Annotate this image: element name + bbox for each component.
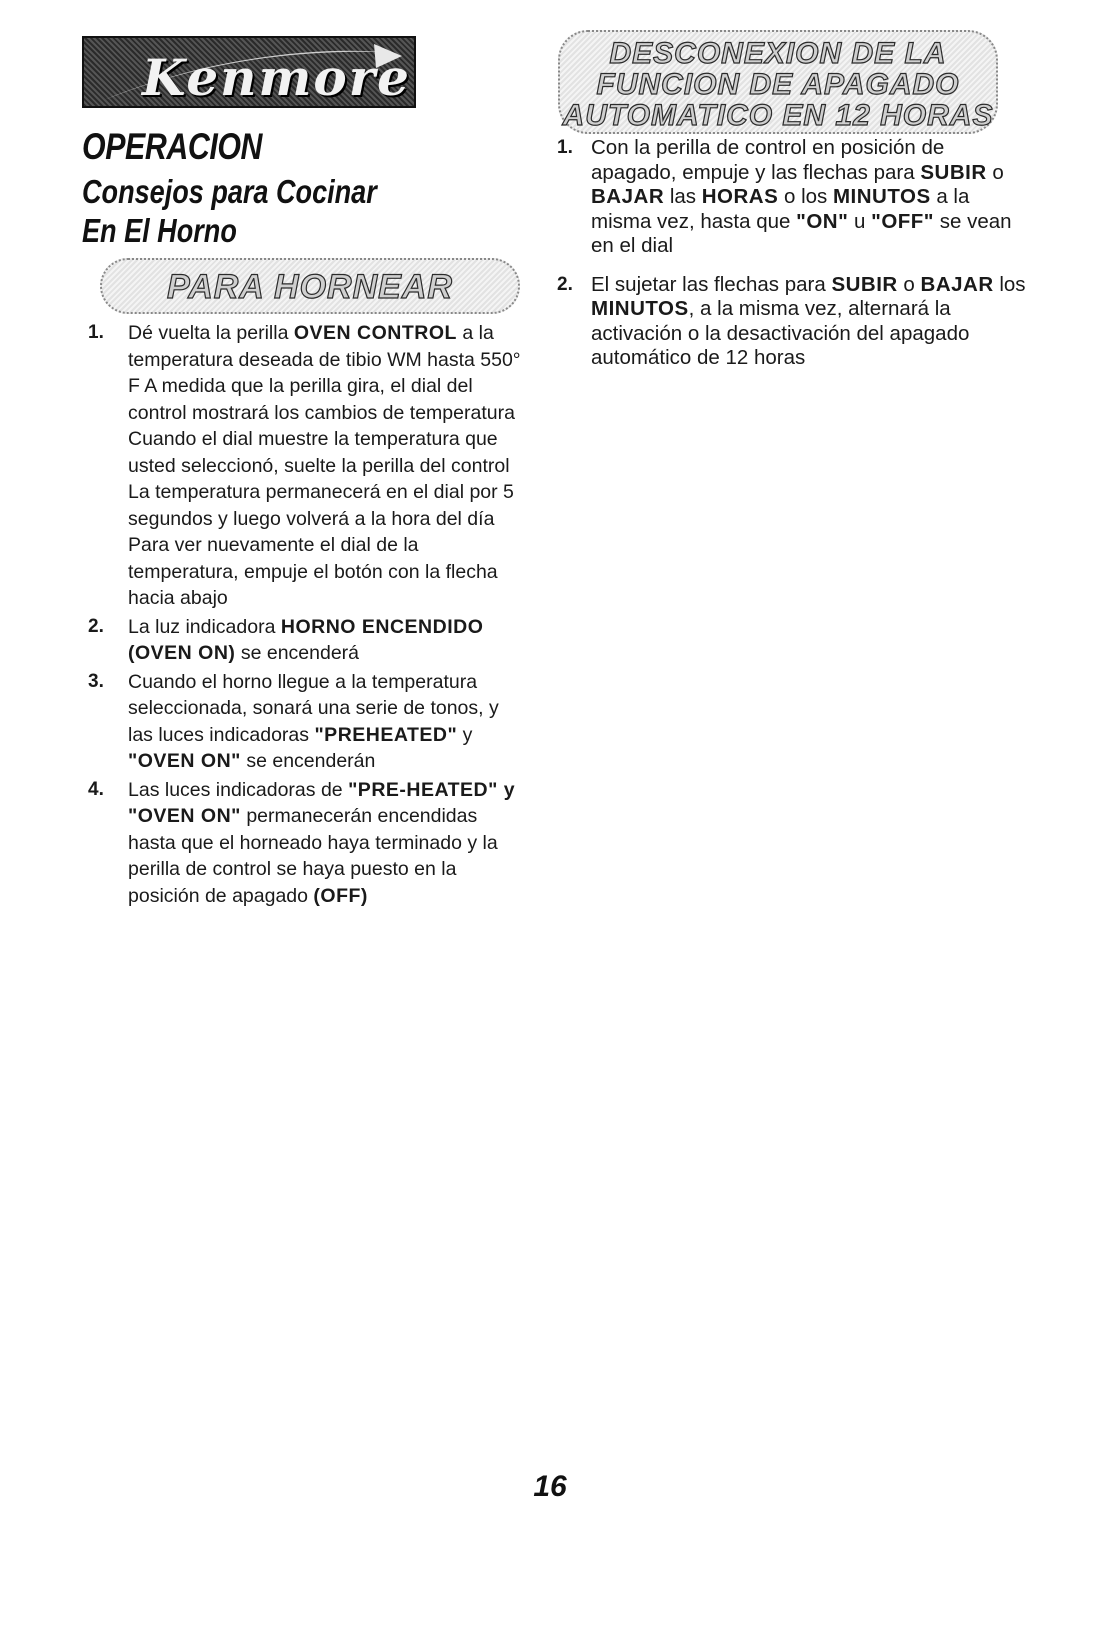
banner-desconexion [558, 30, 998, 134]
banner-para-hornear-text: PARA HORNEAR [167, 268, 453, 306]
list-item-number: 3. [88, 670, 104, 692]
list-item-text: Las luces indicadoras de "PRE-HEATED" y "OVEN ON" permanecerán encendidas hasta que el horneado haya terminado y la perilla de control se haya puesto en la posición de apagado (OFF) [128, 778, 516, 907]
list-item-number: 2. [557, 273, 573, 295]
list-item-text: Cuando el horno llegue a la temperatura seleccionada, sonará una serie de tonos, y las luces indicadoras "PREHEATED" y "OVEN ON" se encenderán [128, 670, 499, 772]
banner-desconexion-line-3: AUTOMATICO EN 12 HORAS [562, 99, 994, 132]
banner-para-hornear [100, 258, 520, 314]
list-item-number: 2. [88, 615, 104, 637]
list-item-text: La luz indicadora HORNO ENCENDIDO (OVEN ON) se encenderá [128, 615, 484, 664]
list-item-number: 1. [557, 137, 573, 158]
logo-text: Kenmore [142, 48, 411, 107]
subsection-title-line-1: Consejos para Cocinar [82, 173, 377, 210]
list-item-number: 1. [88, 322, 104, 343]
auto-off-steps-list [557, 136, 1027, 385]
list-item [88, 777, 528, 910]
list-item-number: 4. [88, 778, 104, 800]
kenmore-logo [82, 36, 416, 108]
subsection-title-line-2: En El Horno [82, 212, 237, 249]
section-title: OPERACION [82, 126, 263, 167]
banner-desconexion-line-2: FUNCION DE APAGADO [596, 68, 960, 101]
list-item [88, 320, 528, 612]
subsection-title [82, 172, 377, 250]
list-item [557, 136, 1027, 259]
list-item [557, 273, 1027, 371]
list-item [88, 614, 528, 667]
list-item-text: Dé vuelta la perilla OVEN CONTROL a la temperatura deseada de tibio WM hasta 550° F A medida que la perilla gira, el dial del control mostrará los cambios de temperatura Cuando el dial muestre la temperatura que usted seleccionó, suelte la perilla del control La temperatura permanecerá en el dial por 5 segundos y luego volverá a la hora del día Para ver nuevamente el dial de la temperatura, empuje el botón con la flecha hacia abajo [128, 322, 521, 609]
page-number: 16 [533, 1470, 567, 1503]
list-item [88, 669, 528, 775]
banner-desconexion-line-1: DESCONEXION DE LA [609, 37, 947, 70]
list-item-text: El sujetar las flechas para SUBIR o BAJAR los MINUTOS, a la misma vez, alternará la activación o la desactivación del apagado automático de 12 horas [591, 272, 1026, 369]
baking-steps-list [88, 320, 528, 911]
list-item-text: Con la perilla de control en posición de apagado, empuje y las flechas para SUBIR o BAJAR las HORAS o los MINUTOS a la misma vez, hasta que "ON" u "OFF" se vean en el dial [591, 136, 1012, 257]
